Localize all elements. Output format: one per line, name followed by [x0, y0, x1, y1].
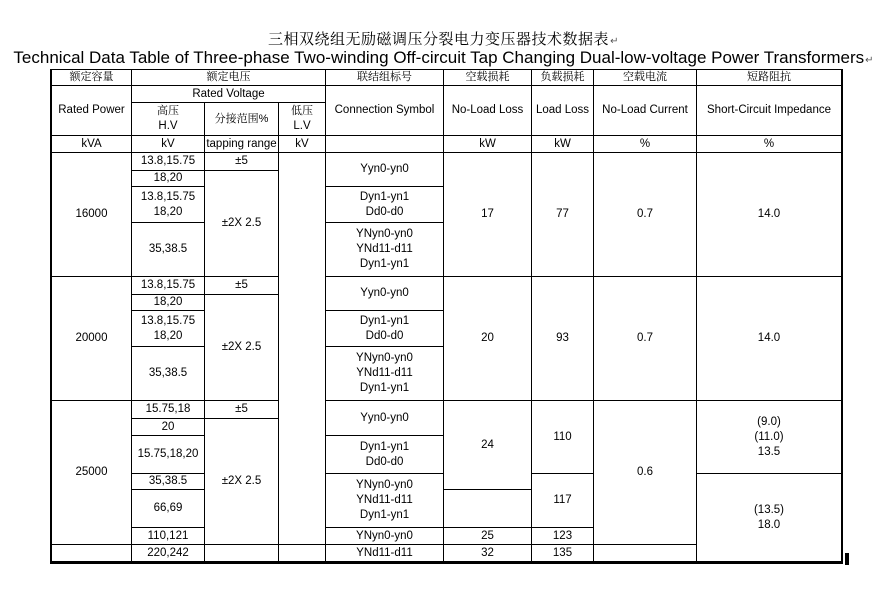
tap-cell: ±2X 2.5: [205, 171, 279, 277]
connection-cell: YNd11-d11: [326, 545, 444, 562]
data-table-frame: [50, 69, 843, 564]
hv-cell: 35,38.5: [132, 347, 205, 401]
hv-cell: 13.8,15.75: [132, 277, 205, 295]
hv-cell: 35,38.5: [132, 223, 205, 277]
noload-loss-cell: 25: [444, 528, 532, 545]
table-row: [52, 153, 842, 171]
table-row: [52, 401, 842, 419]
unit-tapping: tapping range: [205, 136, 279, 153]
header-row-cn: [52, 70, 842, 86]
hv-cell: 15.75,18: [132, 401, 205, 419]
header-noload-current: No-Load Current: [594, 86, 697, 136]
header-connection: Connection Symbol: [326, 86, 444, 136]
tap-cell: ±5: [205, 153, 279, 171]
power-cell: [52, 545, 132, 562]
header-tapping-cn: 分接范围%: [205, 103, 279, 136]
hv-cell: 13.8,15.75 18,20: [132, 187, 205, 223]
lv-cell: [279, 153, 326, 545]
header-rated-power-cn: 额定容量: [52, 70, 132, 86]
noload-loss-cell: 32: [444, 545, 532, 562]
noload-loss-cell: 17: [444, 153, 532, 277]
lv-cell: [279, 545, 326, 562]
load-loss-cell: 123: [532, 528, 594, 545]
unit-power: kVA: [52, 136, 132, 153]
connection-cell: Yyn0-yn0: [326, 277, 444, 311]
connection-cell: YNyn0-yn0 YNd11-d11 Dyn1-yn1: [326, 474, 444, 528]
impedance-cell: 14.0: [697, 277, 842, 401]
data-table: [51, 69, 842, 562]
end-mark: [845, 553, 849, 565]
unit-noload-loss: kW: [444, 136, 532, 153]
header-rated-voltage-cn: 额定电压: [132, 70, 326, 86]
hv-cell: 35,38.5: [132, 474, 205, 490]
impedance-cell: 14.0: [697, 153, 842, 277]
power-cell: 16000: [52, 153, 132, 277]
tap-cell: ±5: [205, 401, 279, 419]
power-cell: 25000: [52, 401, 132, 545]
hv-cell: 110,121: [132, 528, 205, 545]
connection-cell: Dyn1-yn1 Dd0-d0: [326, 311, 444, 347]
load-loss-cell: 93: [532, 277, 594, 401]
unit-connection: [326, 136, 444, 153]
tap-cell: ±2X 2.5: [205, 419, 279, 545]
load-loss-cell: 135: [532, 545, 594, 562]
hv-cell: 18,20: [132, 295, 205, 311]
header-row-en: [52, 86, 842, 103]
header-impedance-cn: 短路阻抗: [697, 70, 842, 86]
power-cell: 20000: [52, 277, 132, 401]
noload-current-cell: 0.7: [594, 277, 697, 401]
tap-cell: ±2X 2.5: [205, 295, 279, 401]
unit-impedance: %: [697, 136, 842, 153]
connection-cell: YNyn0-yn0 YNd11-d11 Dyn1-yn1: [326, 223, 444, 277]
connection-cell: Dyn1-yn1 Dd0-d0: [326, 436, 444, 474]
connection-cell: YNyn0-yn0 YNd11-d11 Dyn1-yn1: [326, 347, 444, 401]
hv-cell: 220,242: [132, 545, 205, 562]
connection-cell: Dyn1-yn1 Dd0-d0: [326, 187, 444, 223]
unit-load-loss: kW: [532, 136, 594, 153]
load-loss-cell: 77: [532, 153, 594, 277]
title-english: Technical Data Table of Three-phase Two-winding Off-circuit Tap Changing Dual-low-voltage Power Transformers↵: [13, 48, 874, 67]
table-row: [52, 277, 842, 295]
unit-hv: kV: [132, 136, 205, 153]
unit-lv: kV: [279, 136, 326, 153]
header-noload-current-cn: 空载电流: [594, 70, 697, 86]
connection-cell: Yyn0-yn0: [326, 401, 444, 436]
noload-current-cell: 0.7: [594, 153, 697, 277]
title-chinese: 三相双绕组无励磁调压分裂电力变压器技术数据表↵: [268, 31, 619, 48]
connection-cell: Yyn0-yn0: [326, 153, 444, 187]
header-load-loss: Load Loss: [532, 86, 594, 136]
hv-cell: 66,69: [132, 490, 205, 528]
header-lv: 低压 L.V: [279, 103, 326, 136]
load-loss-cell: 110: [532, 401, 594, 474]
noload-current-cell: [594, 545, 697, 562]
noload-loss-cell: 20: [444, 277, 532, 401]
hv-cell: 15.75,18,20: [132, 436, 205, 474]
header-noload-loss: No-Load Loss: [444, 86, 532, 136]
header-impedance: Short-Circuit Impedance: [697, 86, 842, 136]
header-rated-power: Rated Power: [52, 86, 132, 136]
hv-cell: 20: [132, 419, 205, 436]
tap-cell: ±5: [205, 277, 279, 295]
hv-cell: 13.8,15.75 18,20: [132, 311, 205, 347]
noload-loss-cell: 24: [444, 401, 532, 490]
header-connection-cn: 联结组标号: [326, 70, 444, 86]
hv-cell: 18,20: [132, 171, 205, 187]
tap-cell: [205, 545, 279, 562]
units-row: [52, 136, 842, 153]
noload-current-cell: 0.6: [594, 401, 697, 545]
impedance-cell: (9.0) (11.0) 13.5: [697, 401, 842, 474]
impedance-cell: (13.5) 18.0: [697, 474, 842, 562]
header-noload-loss-cn: 空载损耗: [444, 70, 532, 86]
header-hv: 高压 H.V: [132, 103, 205, 136]
header-load-loss-cn: 负载损耗: [532, 70, 594, 86]
unit-noload-current: %: [594, 136, 697, 153]
connection-cell: YNyn0-yn0: [326, 528, 444, 545]
hv-cell: 13.8,15.75: [132, 153, 205, 171]
header-rated-voltage: Rated Voltage: [132, 86, 326, 103]
load-loss-cell: 117: [532, 474, 594, 528]
